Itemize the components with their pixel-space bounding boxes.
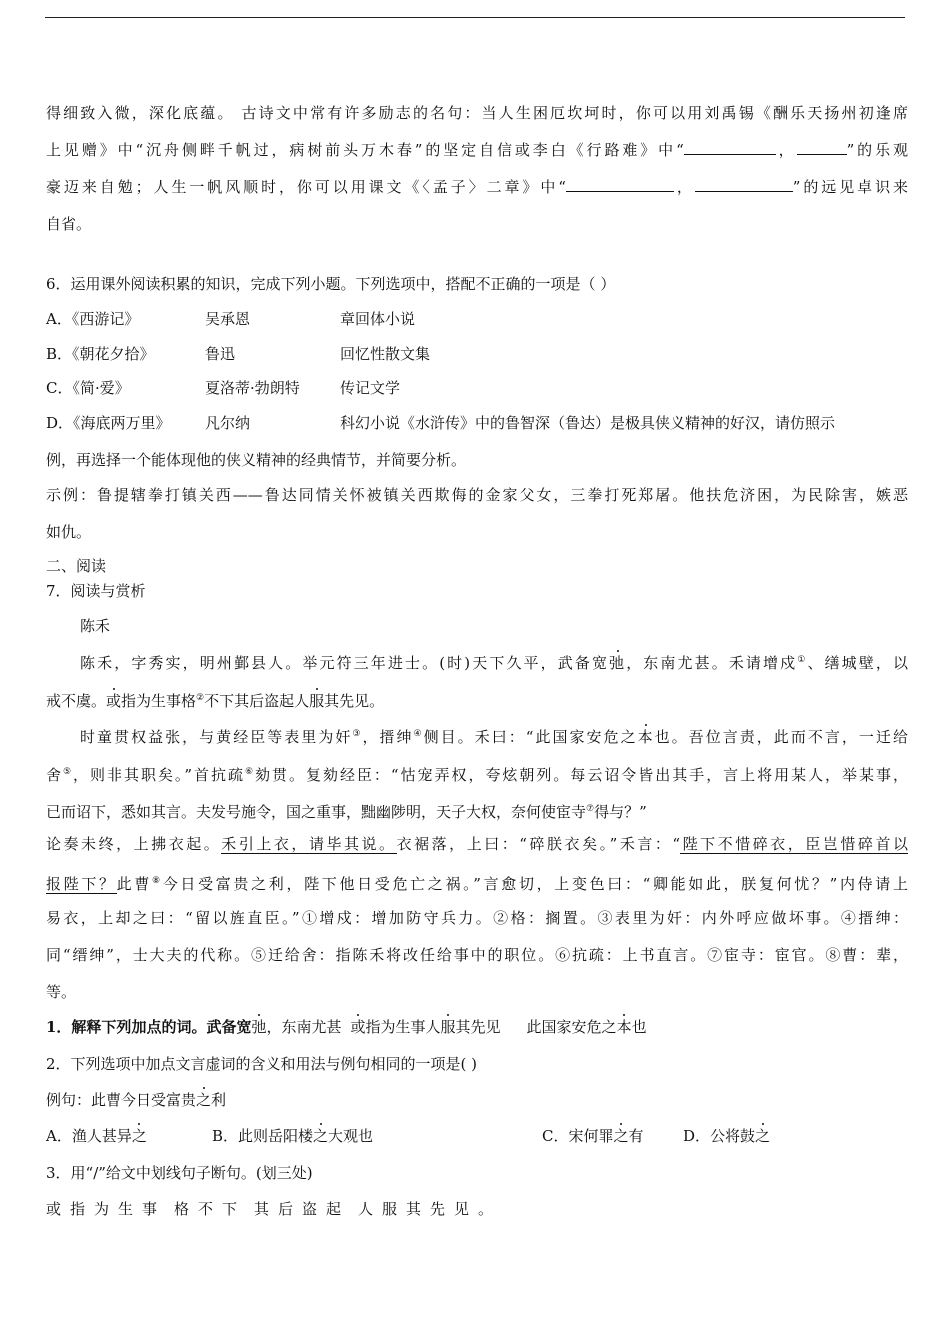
text-line: 豪迈来自勉；人生一帆风顺时，你可以用课文《〈孟子〉二章》中“ ， ”的远见卓识来	[46, 178, 909, 196]
sentence-to-punctuate: 或指为生事 格不下 其后盗起 人服其先见。	[46, 1200, 503, 1218]
option-c-label: C．《简·爱》	[46, 379, 130, 397]
option-b[interactable]: B．此则岳阳楼之大观也	[212, 1127, 374, 1145]
option-d-label: D．《海底两万里》	[46, 414, 171, 432]
fill-blank[interactable]	[684, 140, 776, 155]
footnote-line: 易衣，上却之曰：“留以旌直臣。”①增戍：增加防守兵力。②格：搁置。③表里为奸：内外呼应做坏事。④搢绅：	[46, 909, 908, 927]
footnote-line: 等。	[46, 983, 77, 1001]
fill-blank[interactable]	[566, 177, 674, 192]
subquestion-1: 1．解释下列加点的词。武备宽弛，东南尤甚 或指为生事人服其先见 此国家安危之本也	[46, 1018, 647, 1036]
passage-line: 时童贯权益张，与黄经臣等表里为奸③，搢绅④侧目。禾曰：“此国家安危之本也。吾位言责，此而不言，一迁给	[80, 728, 908, 746]
header-rule	[45, 17, 905, 18]
underlined-sentence: 陛下不惜碎衣，臣岂惜碎首以	[680, 835, 908, 853]
text-line: 上见赠》中“沉舟侧畔千帆过，病树前头万木春”的坚定自信或李白《行路难》中“ ， ”的乐观	[46, 141, 908, 159]
passage-line: 舍⑤，则非其职矣。”首抗疏⑥劾贯。复劾经臣：“怙宠弄权，夸炫朝列。每云诏令皆出其手，言上将用某人，举某事，	[46, 766, 908, 784]
text-line: 自省。	[46, 215, 92, 233]
passage-line: 陈禾，字秀实，明州鄞县人。举元符三年进士。(时)天下久平，武备宽弛，东南尤甚。禾请增戍①、缮城壁，以	[80, 654, 908, 672]
question-7-title: 7．阅读与赏析	[46, 582, 146, 600]
passage-line: 论奏未终，上拂衣起。禾引上衣，请毕其说。衣裾落，上曰：“碎朕衣矣。”禾言：“陛下不惜碎衣，臣岂惜碎首以	[46, 835, 908, 853]
option-d-author: 凡尔纳	[205, 414, 251, 432]
option-b-genre: 回忆性散文集	[340, 345, 431, 363]
section-heading: 二、阅读	[46, 557, 107, 575]
fill-blank[interactable]	[695, 177, 793, 192]
passage-line: 已而诏下，悉如其言。夫发号施令，国之重事，黜幽陟明，天子大权，奈何使宦寺⑦得与？”	[46, 803, 647, 821]
underlined-sentence: 报陛下？	[46, 875, 117, 893]
option-c-author: 夏洛蒂·勃朗特	[205, 379, 300, 397]
text-line: 示例：鲁提辖拳打镇关西——鲁达同情关怀被镇关西欺侮的金家父女，三拳打死郑屠。他扶危济困，为民除害，嫉恶	[46, 486, 908, 504]
option-a[interactable]: A．渔人甚异之	[46, 1127, 147, 1145]
passage-line: 戒不虞。或指为生事格②不下其后盗起人服其先见。	[46, 692, 385, 710]
fill-blank[interactable]	[797, 140, 847, 155]
footnote-line: 同“缙绅”，士大夫的代称。⑤迁给舍：指陈禾将改任给事中的职位。⑥抗疏：上书直言。⑦宦寺：宦官。⑧曹：辈，	[46, 946, 908, 964]
passage-line: 报陛下？此曹⑧今日受富贵之利，陛下他日受危亡之祸。”言愈切，上变色曰：“卿能如此，朕复何忧？”内侍请上	[46, 875, 908, 893]
option-d-genre: 科幻小说《水浒传》中的鲁智深（鲁达）是极具侠义精神的好汉，请仿照示	[340, 414, 836, 432]
text-line: 例，再选择一个能体现他的侠义精神的经典情节，并简要分析。	[46, 451, 467, 469]
text-line: 如仇。	[46, 523, 92, 541]
subquestion-2: 2．下列选项中加点文言虚词的含义和用法与例句相同的一项是( )	[46, 1055, 478, 1073]
underlined-sentence: 禾引上衣，请毕其说。	[221, 835, 397, 853]
subquestion-3: 3．用“/”给文中划线句子断句。(划三处)	[46, 1164, 313, 1182]
option-a-label: A．《西游记》	[46, 310, 140, 328]
question-6-stem: 6．运用课外阅读积累的知识，完成下列小题。下列选项中，搭配不正确的一项是（ ）	[46, 275, 616, 293]
option-a-genre: 章回体小说	[340, 310, 416, 328]
option-b-label: B．《朝花夕拾》	[46, 345, 155, 363]
option-b-author: 鲁迅	[205, 345, 236, 363]
option-c[interactable]: C．宋何罪之有	[542, 1127, 644, 1145]
passage-title: 陈禾	[80, 617, 111, 635]
option-d[interactable]: D．公将鼓之	[683, 1127, 771, 1145]
option-c-genre: 传记文学	[340, 379, 401, 397]
example-sentence: 例句：此曹今日受富贵之利	[46, 1091, 227, 1109]
option-a-author: 吴承恩	[205, 310, 251, 328]
text-line: 得细致入微，深化底蕴。 古诗文中常有许多励志的名句：当人生困厄坎坷时，你可以用刘禹锡《酬乐天扬州初逢席	[46, 104, 908, 122]
